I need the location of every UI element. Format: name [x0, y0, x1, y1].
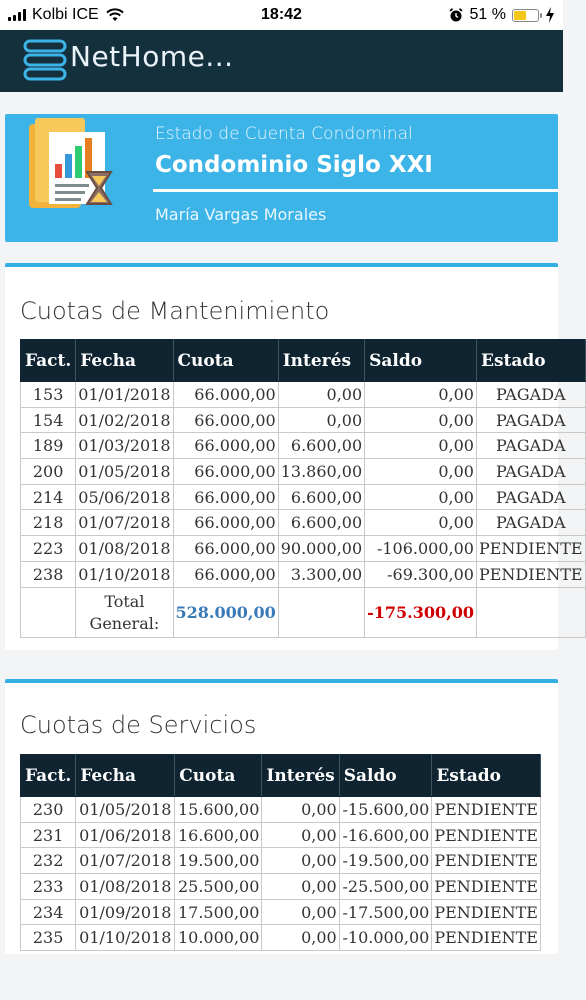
cell-fecha: 01/10/2018	[76, 561, 173, 587]
cell-estado: PENDIENTE	[432, 797, 541, 823]
cell-saldo: -69.300,00	[365, 561, 477, 587]
col-header-interes: Interés	[262, 755, 339, 797]
cell-cuota: 66.000,00	[173, 510, 278, 536]
col-header-saldo: Saldo	[365, 340, 477, 382]
cell-interes: 6.600,00	[278, 433, 364, 459]
cell-cuota: 66.000,00	[173, 407, 278, 433]
cell-fecha: 01/07/2018	[76, 848, 175, 874]
cell-saldo: 0,00	[365, 433, 477, 459]
maintenance-card	[5, 263, 583, 650]
cell-cuota: 16.600,00	[175, 822, 262, 848]
cell-fecha: 01/02/2018	[76, 407, 173, 433]
carrier-label: Kolbi ICE	[32, 6, 99, 23]
table-header-row	[21, 755, 541, 797]
cell-cuota: 66.000,00	[173, 536, 278, 562]
col-header-cuota: Cuota	[175, 755, 262, 797]
cell-estado: PENDIENTE	[432, 822, 541, 848]
col-header-interes: Interés	[278, 340, 364, 382]
cell-saldo: -25.500,00	[339, 874, 432, 900]
services-title: Cuotas de Servicios	[20, 711, 257, 739]
cell-fact: 234	[21, 899, 76, 925]
cell-interes: 0,00	[262, 874, 339, 900]
cell-interes: 0,00	[278, 407, 364, 433]
col-header-saldo: Saldo	[339, 755, 432, 797]
account-statement-icon	[25, 118, 125, 218]
col-header-fecha: Fecha	[76, 340, 173, 382]
cell-estado: PENDIENTE	[432, 848, 541, 874]
status-right	[448, 6, 555, 24]
status-time: 18:42	[261, 6, 302, 23]
account-banner	[5, 114, 558, 242]
cell-saldo: -106.000,00	[365, 536, 477, 562]
maintenance-table	[20, 339, 586, 638]
total-row	[21, 587, 586, 637]
table-row[interactable]	[21, 874, 541, 900]
table-header-row	[21, 340, 586, 382]
col-header-estado: Estado	[432, 755, 541, 797]
table-row[interactable]	[21, 848, 541, 874]
cell-fecha: 01/10/2018	[76, 925, 175, 951]
cell-saldo: 0,00	[365, 459, 477, 485]
cell-cuota: 19.500,00	[175, 848, 262, 874]
cell-fecha: 01/09/2018	[76, 899, 175, 925]
total-saldo: -175.300,00	[365, 587, 477, 637]
cell-estado: PENDIENTE	[432, 874, 541, 900]
cell-fecha: 01/07/2018	[76, 510, 173, 536]
cell-fact: 232	[21, 848, 76, 874]
cell-interes: 0,00	[262, 797, 339, 823]
cell-estado: PAGADA	[476, 407, 585, 433]
cell-fact: 200	[21, 459, 76, 485]
cell-saldo: 0,00	[365, 382, 477, 408]
cell-saldo: -19.500,00	[339, 848, 432, 874]
col-header-fecha: Fecha	[76, 755, 175, 797]
cell-fecha: 01/01/2018	[76, 382, 173, 408]
app-title[interactable]: NetHome...	[70, 40, 234, 73]
app-logo-icon[interactable]	[22, 38, 68, 82]
cell-cuota: 66.000,00	[173, 382, 278, 408]
cell-fecha: 01/08/2018	[76, 536, 173, 562]
cell-cuota: 25.500,00	[175, 874, 262, 900]
condominium-name: Condominio Siglo XXI	[155, 152, 433, 178]
table-row[interactable]	[21, 822, 541, 848]
cell-interes: 0,00	[262, 899, 339, 925]
cell-saldo: -17.500,00	[339, 899, 432, 925]
table-row[interactable]	[21, 510, 586, 536]
cell-fecha: 01/05/2018	[76, 459, 173, 485]
cell-estado: PAGADA	[476, 382, 585, 408]
col-header-cuota: Cuota	[173, 340, 278, 382]
cell-interes: 6.600,00	[278, 484, 364, 510]
cell-estado: PENDIENTE	[476, 561, 585, 587]
cell-saldo: -15.600,00	[339, 797, 432, 823]
cell-saldo: -16.600,00	[339, 822, 432, 848]
cell-fecha: 01/06/2018	[76, 822, 175, 848]
cell-saldo: 0,00	[365, 484, 477, 510]
col-header-fact: Fact.	[21, 755, 76, 797]
total-estado-empty	[476, 587, 585, 637]
cell-fact: 218	[21, 510, 76, 536]
table-row[interactable]	[21, 899, 541, 925]
total-interes-empty	[278, 587, 364, 637]
cell-cuota: 17.500,00	[175, 899, 262, 925]
alarm-icon	[448, 7, 464, 23]
cell-interes: 0,00	[262, 848, 339, 874]
cell-estado: PAGADA	[476, 510, 585, 536]
cell-fact: 235	[21, 925, 76, 951]
cell-interes: 6.600,00	[278, 510, 364, 536]
cell-interes: 0,00	[262, 822, 339, 848]
cell-interes: 3.300,00	[278, 561, 364, 587]
cell-fact: 214	[21, 484, 76, 510]
cell-cuota: 66.000,00	[173, 433, 278, 459]
battery-icon	[512, 9, 539, 22]
table-row[interactable]	[21, 433, 586, 459]
maintenance-title: Cuotas de Mantenimiento	[20, 297, 330, 325]
cell-interes: 0,00	[278, 382, 364, 408]
cell-fact: 189	[21, 433, 76, 459]
cell-estado: PAGADA	[476, 484, 585, 510]
cell-saldo: -10.000,00	[339, 925, 432, 951]
cell-cuota: 66.000,00	[173, 459, 278, 485]
cell-cuota: 66.000,00	[173, 484, 278, 510]
col-header-estado: Estado	[476, 340, 585, 382]
table-row[interactable]	[21, 459, 586, 485]
total-label-line2: General:	[89, 614, 160, 633]
table-row[interactable]	[21, 382, 586, 408]
table-row[interactable]	[21, 484, 586, 510]
cell-fact: 238	[21, 561, 76, 587]
table-row[interactable]	[21, 407, 586, 433]
cell-fact: 231	[21, 822, 76, 848]
table-row[interactable]	[21, 925, 541, 951]
cell-estado: PAGADA	[476, 459, 585, 485]
status-bar	[0, 0, 563, 30]
cell-cuota: 15.600,00	[175, 797, 262, 823]
cell-estado: PENDIENTE	[432, 899, 541, 925]
cell-saldo: 0,00	[365, 407, 477, 433]
cell-estado: PENDIENTE	[476, 536, 585, 562]
owner-name: María Vargas Morales	[155, 205, 327, 224]
cell-interes: 90.000,00	[278, 536, 364, 562]
services-table	[20, 754, 541, 951]
col-header-fact: Fact.	[21, 340, 76, 382]
cell-fact: 154	[21, 407, 76, 433]
cell-fact: 230	[21, 797, 76, 823]
cell-fecha: 01/05/2018	[76, 797, 175, 823]
total-label-line1: Total	[104, 592, 145, 611]
charging-icon	[545, 7, 555, 23]
cell-saldo: 0,00	[365, 510, 477, 536]
cell-estado: PAGADA	[476, 433, 585, 459]
cell-fecha: 05/06/2018	[76, 484, 173, 510]
table-row[interactable]	[21, 536, 586, 562]
services-card	[5, 679, 558, 954]
total-cuota: 528.000,00	[173, 587, 278, 637]
banner-subtitle: Estado de Cuenta Condominal	[155, 124, 413, 144]
banner-divider	[153, 189, 558, 192]
table-row[interactable]	[21, 797, 541, 823]
app-bar	[0, 30, 563, 92]
cell-fact: 233	[21, 874, 76, 900]
table-row[interactable]	[21, 561, 586, 587]
battery-percent: 51 %	[469, 6, 506, 23]
cell-cuota: 10.000,00	[175, 925, 262, 951]
cell-fact: 223	[21, 536, 76, 562]
cell-fecha: 01/03/2018	[76, 433, 173, 459]
cell-fecha: 01/08/2018	[76, 874, 175, 900]
cell-fact: 153	[21, 382, 76, 408]
cell-estado: PENDIENTE	[432, 925, 541, 951]
cell-interes: 13.860,00	[278, 459, 364, 485]
cell-cuota: 66.000,00	[173, 561, 278, 587]
cell-interes: 0,00	[262, 925, 339, 951]
total-label	[76, 587, 173, 637]
total-empty-cell	[21, 587, 76, 637]
